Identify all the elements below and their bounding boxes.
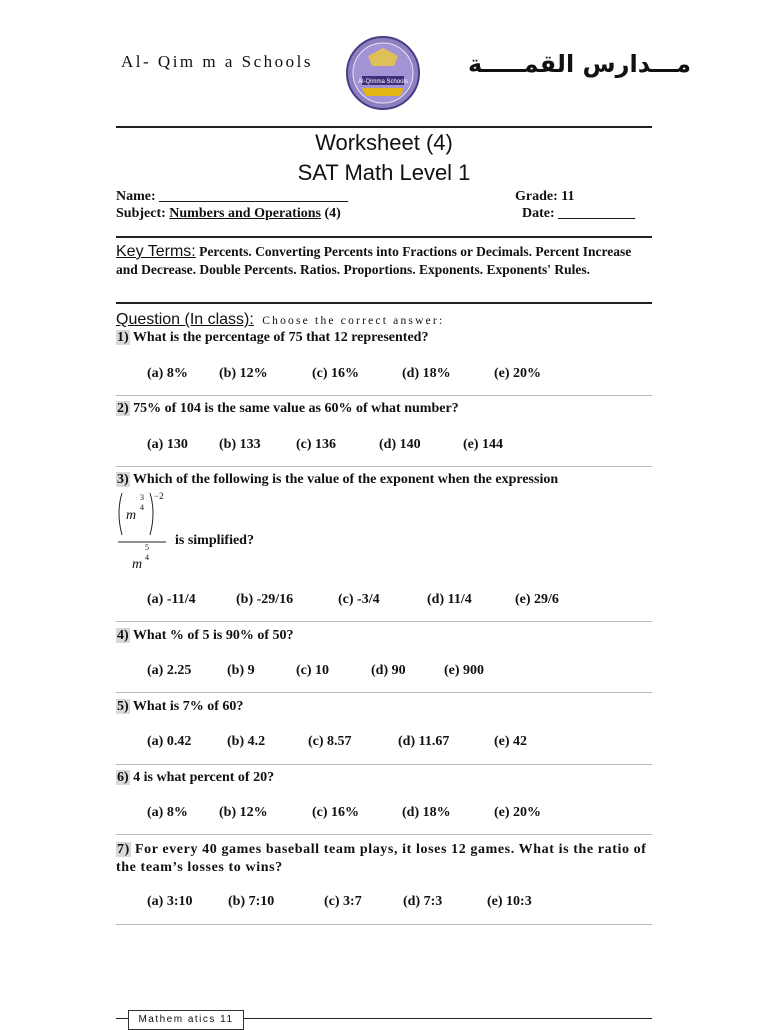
question-text: Which of the following is the value of the exponent when the expression (132, 472, 559, 487)
footer-label: Mathem atics 11 (128, 1010, 244, 1030)
question-text: For every 40 games baseball team plays, it loses 12 games. What is the ratio of the team’s losses to wins? (116, 842, 647, 875)
logo-text: Al-Qimma Schools (358, 79, 408, 85)
expression-den-exp-top: 5 (145, 543, 149, 552)
question-text: What is the percentage of 75 that 12 represented? (132, 330, 429, 345)
option-e[interactable]: (e) 20% (494, 805, 542, 820)
expression-outer-exp: −2 (154, 491, 164, 501)
school-logo (344, 36, 422, 110)
option-d[interactable]: (d) 18% (402, 366, 451, 381)
option-e[interactable]: (e) 900 (444, 663, 485, 678)
option-d[interactable]: (d) 11/4 (427, 592, 472, 607)
option-d[interactable]: (d) 18% (402, 805, 451, 820)
divider (116, 236, 652, 238)
question-text: What is 7% of 60? (132, 699, 244, 714)
name-blank[interactable]: ___________________________ (159, 189, 349, 204)
key-terms (116, 243, 656, 279)
expression-den-exp-bottom: 4 (145, 553, 149, 562)
name-line (116, 189, 348, 205)
question-number: 3) (117, 472, 129, 487)
worksheet-subtitle: SAT Math Level 1 (297, 160, 471, 185)
question-instruction: Choose the correct answer: (262, 315, 445, 327)
divider (116, 924, 652, 925)
question-text: What % of 5 is 90% of 50? (132, 628, 294, 643)
question-3 (116, 472, 558, 488)
option-a[interactable]: (a) 2.25 (147, 663, 192, 678)
option-b[interactable]: (b) -29/16 (236, 592, 294, 607)
school-name-arabic: مـــدارس القمـــــة (468, 50, 692, 78)
expression-base: m (126, 508, 137, 523)
option-c[interactable]: (c) 3:7 (324, 894, 362, 909)
option-e[interactable]: (e) 144 (463, 437, 504, 452)
divider (116, 302, 652, 304)
option-d[interactable]: (d) 7:3 (403, 894, 443, 909)
question-2 (116, 401, 459, 417)
option-c[interactable]: (c) -3/4 (338, 592, 380, 607)
option-a[interactable]: (a) 130 (147, 437, 188, 452)
option-a[interactable]: (a) -11/4 (147, 592, 196, 607)
option-b[interactable]: (b) 9 (227, 663, 255, 678)
option-d[interactable]: (d) 11.67 (398, 734, 450, 749)
question-header (116, 311, 444, 329)
expression-exp-top: 3 (140, 493, 144, 502)
key-terms-label: Key Terms: (116, 243, 196, 260)
question-number: 6) (117, 770, 129, 785)
expression-denominator-base: m (132, 557, 143, 572)
subject-line (116, 206, 341, 222)
option-e[interactable]: (e) 10:3 (487, 894, 532, 909)
question-6 (116, 770, 274, 786)
question-text: 4 is what percent of 20? (133, 770, 275, 785)
option-e[interactable]: (e) 29/6 (515, 592, 559, 607)
option-b[interactable]: (b) 133 (219, 437, 261, 452)
key-terms-text: Percents. Converting Percents into Fractions or Decimals. Percent Increase and Decrease. Double Percents. Ratios. Proportions. Exponents. Exponents' Rules. (116, 244, 632, 277)
name-label: Name: (116, 189, 156, 204)
divider (116, 621, 652, 622)
question-number: 4) (117, 628, 129, 643)
option-c[interactable]: (c) 16% (312, 805, 360, 820)
divider (116, 834, 652, 835)
option-c[interactable]: (c) 10 (296, 663, 330, 678)
option-b[interactable]: (b) 12% (219, 366, 268, 381)
question-text: 75% of 104 is the same value as 60% of what number? (133, 401, 459, 416)
date-blank[interactable]: ___________ (558, 206, 636, 221)
question-5 (116, 699, 243, 715)
divider (116, 466, 652, 467)
expression-exp-bottom: 4 (140, 503, 144, 512)
divider (116, 126, 652, 128)
question-3-continuation: is simplified? (175, 533, 254, 548)
question-4 (116, 628, 294, 644)
grade-label: Grade: 11 (515, 189, 575, 204)
question-number: 1) (117, 330, 129, 345)
option-e[interactable]: (e) 42 (494, 734, 528, 749)
option-d[interactable]: (d) 140 (379, 437, 421, 452)
subject-value: Numbers and Operations (169, 206, 321, 221)
option-b[interactable]: (b) 4.2 (227, 734, 266, 749)
option-b[interactable]: (b) 12% (219, 805, 268, 820)
question-header-label: Question (In class): (116, 311, 254, 328)
question-number: 5) (117, 699, 129, 714)
worksheet-title: Worksheet (4) (315, 130, 453, 155)
school-name-english: Al- Qim m a Schools (121, 52, 313, 71)
option-b[interactable]: (b) 7:10 (228, 894, 275, 909)
option-d[interactable]: (d) 90 (371, 663, 406, 678)
option-c[interactable]: (c) 136 (296, 437, 337, 452)
date-line (522, 206, 635, 222)
question-7 (116, 841, 656, 877)
option-a[interactable]: (a) 0.42 (147, 734, 192, 749)
date-label: Date: (522, 206, 555, 221)
divider (116, 764, 652, 765)
option-a[interactable]: (a) 3:10 (147, 894, 193, 909)
divider (116, 692, 652, 693)
question-number: 2) (117, 401, 129, 416)
question-1 (116, 330, 428, 346)
subject-label: Subject: (116, 206, 166, 221)
option-c[interactable]: (c) 16% (312, 366, 360, 381)
divider (116, 395, 652, 396)
expression (116, 491, 176, 571)
option-e[interactable]: (e) 20% (494, 366, 542, 381)
option-a[interactable]: (a) 8% (147, 366, 188, 381)
question-number: 7) (117, 842, 130, 857)
option-a[interactable]: (a) 8% (147, 805, 188, 820)
subject-suffix: (4) (324, 206, 341, 221)
option-c[interactable]: (c) 8.57 (308, 734, 352, 749)
